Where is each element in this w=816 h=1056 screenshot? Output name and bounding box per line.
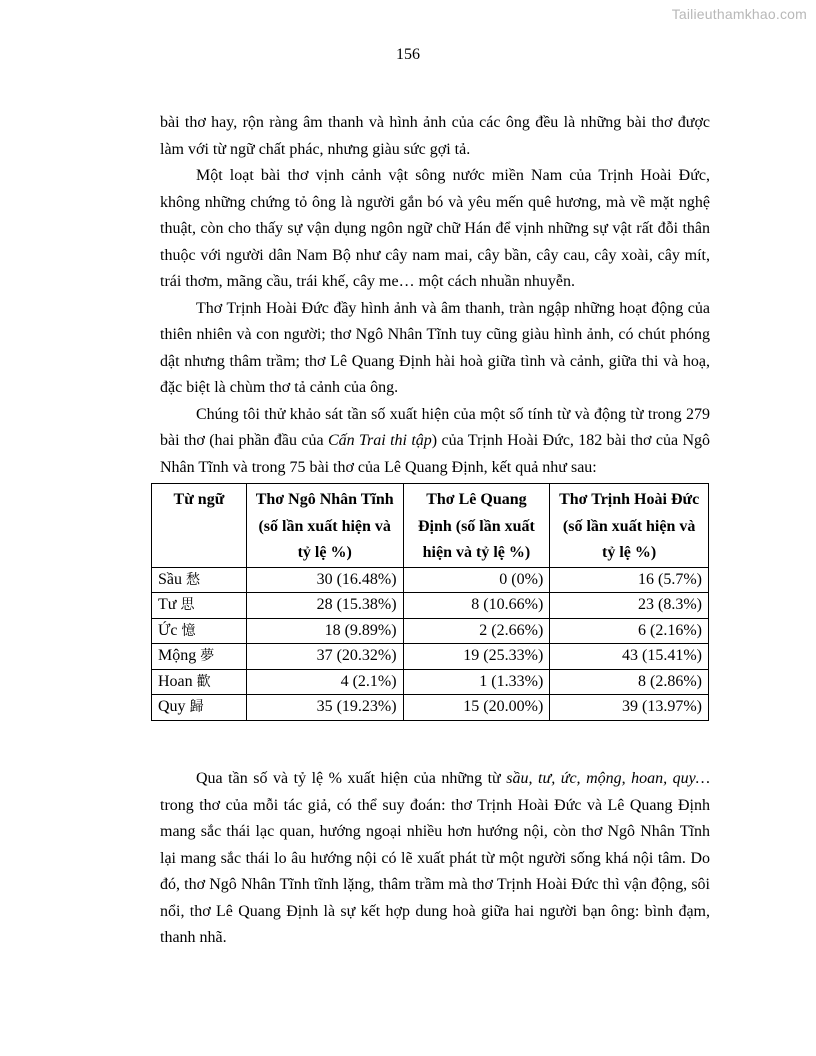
han-character: 歸 (189, 699, 204, 716)
paragraph-continuation: bài thơ hay, rộn ràng âm thanh và hình ảnh của các ông đều là những bài thơ được làm với từ ngữ chất phác, nhưng giàu sức gợi tả. (160, 114, 710, 158)
cell-trinh: 39 (13.97%) (550, 695, 709, 721)
cell-ngo: 18 (9.89%) (246, 618, 403, 644)
cell-le: 2 (2.66%) (403, 618, 550, 644)
paragraph-survey-intro (160, 402, 710, 482)
table-row (152, 567, 709, 593)
cell-trinh: 16 (5.7%) (550, 567, 709, 593)
body-text (160, 110, 710, 481)
table-row (152, 644, 709, 670)
cell-le: 15 (20.00%) (403, 695, 550, 721)
cell-trinh: 23 (8.3%) (550, 593, 709, 619)
word-text: Hoan (158, 672, 193, 690)
watermark: Tailieuthamkhao.com (671, 6, 807, 22)
table-row (152, 695, 709, 721)
table-body (152, 567, 709, 720)
han-character: 愁 (186, 571, 200, 588)
header-trinh-hoai-duc: Thơ Trịnh Hoài Đức (số lần xuất hiện và tỷ lệ %) (550, 484, 709, 568)
cell-word (152, 567, 247, 593)
header-word: Từ ngữ (152, 484, 247, 568)
cell-ngo: 28 (15.38%) (246, 593, 403, 619)
cell-le: 8 (10.66%) (403, 593, 550, 619)
header-ngo-nhan-tinh: Thơ Ngô Nhân Tĩnh (số lần xuất hiện và tỷ lệ %) (246, 484, 403, 568)
word-list: sầu, tư, ức, mộng, hoan, quy… (506, 770, 711, 787)
cell-le: 1 (1.33%) (403, 669, 550, 695)
cell-word (152, 593, 247, 619)
han-character: 歡 (196, 673, 211, 690)
word-text: Quy (158, 698, 186, 716)
table-header-row (152, 484, 709, 568)
table-row (152, 593, 709, 619)
book-title: Cấn Trai thi tập (327, 432, 432, 449)
table-row (152, 669, 709, 695)
cell-ngo: 30 (16.48%) (246, 567, 403, 593)
cell-word (152, 618, 247, 644)
cell-trinh: 6 (2.16%) (550, 618, 709, 644)
conclusion (160, 766, 710, 952)
paragraph-landscape-poems: Một loạt bài thơ vịnh cảnh vật sông nước miền Nam của Trịnh Hoài Đức, không những chứng tỏ ông là người gắn bó và yêu mến quê hương, mà về mặt nghệ thuật, còn cho thấy sự vận dụng ngôn ngữ chữ Hán để vịnh những sự vật rất đỗi thân thuộc với người dân Nam Bộ như cây nam mai, cây bần, cây cau, cây xoài, cây mít, trái thơm, mãng cầu, trái khế, cây me… một cách nhuần nhuyễn. (160, 167, 710, 290)
cell-trinh: 43 (15.41%) (550, 644, 709, 670)
han-character: 夢 (200, 648, 215, 665)
survey-intro-text: Chúng tôi thử khảo sát tần số xuất hiện của một số tính từ và động từ trong 279 bài thơ (hai phần đầu của (160, 405, 710, 449)
cell-word (152, 644, 247, 670)
word-text: Ức (158, 621, 178, 639)
conclusion-text: Qua tần số và tỷ lệ % xuất hiện của những từ (196, 770, 507, 787)
cell-trinh: 8 (2.86%) (550, 669, 709, 695)
cell-ngo: 37 (20.32%) (246, 644, 403, 670)
header-le-quang-dinh: Thơ Lê Quang Định (số lần xuất hiện và tỷ lệ %) (403, 484, 550, 568)
conclusion-text-end: trong thơ của mỗi tác giả, có thể suy đoán: thơ Trịnh Hoài Đức và Lê Quang Định mang sắc thái lạc quan, hướng ngoại nhiều hơn hướng nội, còn thơ Ngô Nhân Tĩnh lại mang sắc thái lo âu hướng nội có lẽ xuất phát từ một người sống khá nội tâm. Do đó, thơ Ngô Nhân Tĩnh tĩnh lặng, thâm trầm mà thơ Trịnh Hoài Đức thì vận động, sôi nổi, thơ Lê Quang Định là sự kết hợp dung hoà giữa hai người bạn ông: bình đạm, thanh nhã. (160, 796, 710, 946)
frequency-table (151, 483, 709, 721)
cell-ngo: 35 (19.23%) (246, 695, 403, 721)
cell-le: 19 (25.33%) (403, 644, 550, 670)
cell-word (152, 669, 247, 695)
cell-ngo: 4 (2.1%) (246, 669, 403, 695)
table-row (152, 618, 709, 644)
page-number: 156 (396, 46, 420, 63)
survey-intro-text-end: ) của Trịnh Hoài Đức, 182 bài thơ của Ngô Nhân Tĩnh và trong 75 bài thơ của Lê Quang Định, kết quả như sau: (160, 432, 710, 476)
cell-word (152, 695, 247, 721)
han-character: 憶 (181, 622, 196, 639)
paragraph-poetry-comparison: Thơ Trịnh Hoài Đức đầy hình ảnh và âm thanh, tràn ngập những hoạt động của thiên nhiên và con người; thơ Ngô Nhân Tĩnh tuy cũng giàu hình ảnh, có chút phóng dật nhưng thâm trầm; thơ Lê Quang Định hài hoà giữa tình và cảnh, giữa thi và hoạ, đặc biệt là chùm thơ tả cảnh của ông. (160, 299, 710, 396)
word-text: Sầu (158, 570, 182, 588)
paragraph-conclusion (160, 766, 710, 952)
word-text: Tư (158, 596, 177, 614)
han-character: 思 (180, 597, 195, 614)
word-text: Mộng (158, 647, 197, 665)
cell-le: 0 (0%) (403, 567, 550, 593)
